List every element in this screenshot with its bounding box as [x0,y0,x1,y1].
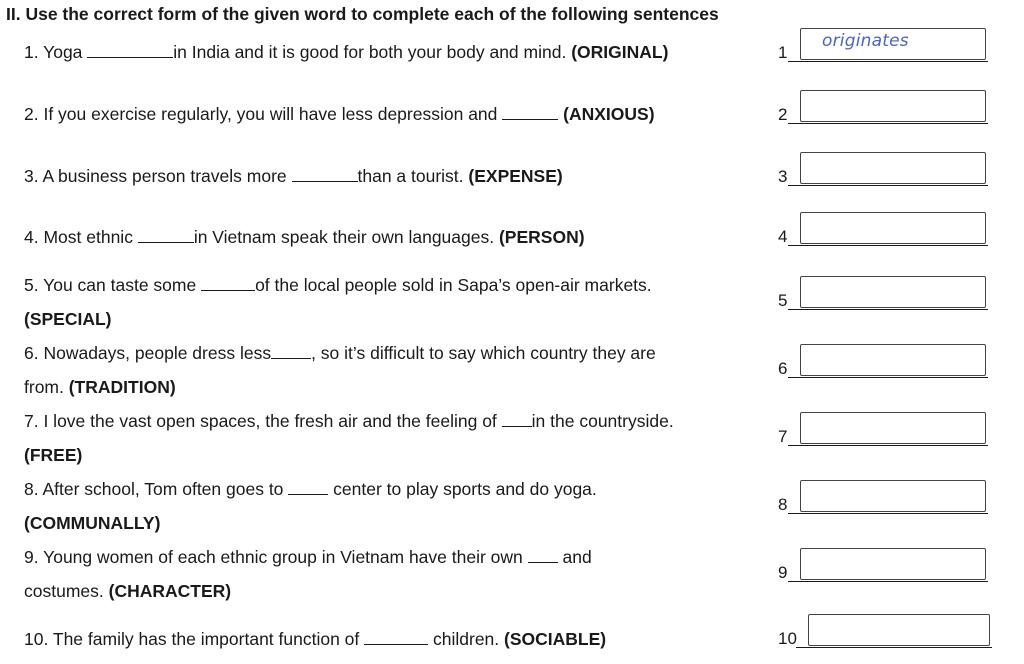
answer-slot-7 [778,412,988,448]
question-10: 10. The family has the important function of children. (SOCIABLE) [24,629,607,649]
question-3: 3. A business person travels more than a tourist. (EXPENSE) [24,166,563,186]
handwritten-answer: originates [822,31,909,51]
question-7-keyword: (FREE) [24,445,83,465]
answer-slot-3 [778,152,988,188]
answer-slot-6 [778,344,988,380]
question-2: 2. If you exercise regularly, you will have less depression and (ANXIOUS) [24,104,655,124]
answer-number: 4 [778,227,788,246]
answer-slot-9 [778,548,988,584]
answer-number: 2 [778,105,788,124]
answer-slot-4 [778,212,988,248]
question-9: 9. Young women of each ethnic group in Vietnam have their own and [24,547,592,567]
question-8-keyword: (COMMUNALLY) [24,513,161,533]
answer-box-7[interactable] [800,412,986,444]
answer-box-5[interactable] [800,276,986,308]
answer-number: 6 [778,359,788,378]
blank-9 [528,546,558,563]
answer-number: 3 [778,167,788,186]
question-4: 4. Most ethnic in Vietnam speak their own languages. (PERSON) [24,227,585,247]
question-9-line2: costumes. (CHARACTER) [24,581,232,601]
blank-2 [502,103,558,120]
question-5: 5. You can taste some of the local people sold in Sapa’s open-air markets. [24,275,652,295]
blank-8 [288,478,328,495]
answer-box-10[interactable] [808,614,990,646]
blank-3 [292,165,358,182]
answer-number: 7 [778,427,788,446]
answer-box-4[interactable] [800,212,986,244]
answer-box-6[interactable] [800,344,986,376]
question-1: 1. Yoga in India and it is good for both your body and mind. (ORIGINAL) [24,42,669,62]
worksheet-title: II. Use the correct form of the given word to complete each of the following sentences [6,4,719,24]
answer-box-3[interactable] [800,152,986,184]
answer-number: 5 [778,291,788,310]
blank-4 [138,226,194,243]
question-5-keyword: (SPECIAL) [24,309,112,329]
answer-number: 9 [778,563,788,582]
answer-box-8[interactable] [800,480,986,512]
question-8: 8. After school, Tom often goes to center to play sports and do yoga. [24,479,597,499]
answer-slot-5 [778,276,988,312]
answer-number: 10 [778,629,797,648]
blank-10 [364,628,428,645]
answer-number: 8 [778,495,788,514]
blank-7 [502,410,532,427]
question-7: 7. I love the vast open spaces, the fresh air and the feeling of in the countryside. [24,411,674,431]
question-6: 6. Nowadays, people dress less , so it’s difficult to say which country they are [24,343,656,363]
blank-6 [271,342,311,359]
blank-1 [87,41,173,58]
answer-slot-1 [778,28,988,64]
question-6-line2: from. (TRADITION) [24,377,176,397]
blank-5 [201,274,255,291]
answer-box-9[interactable] [800,548,986,580]
answer-slot-2 [778,90,988,126]
answer-number: 1 [778,43,788,62]
answer-slot-8 [778,480,988,516]
answer-slot-10 [778,614,992,650]
answer-box-2[interactable] [800,90,986,122]
